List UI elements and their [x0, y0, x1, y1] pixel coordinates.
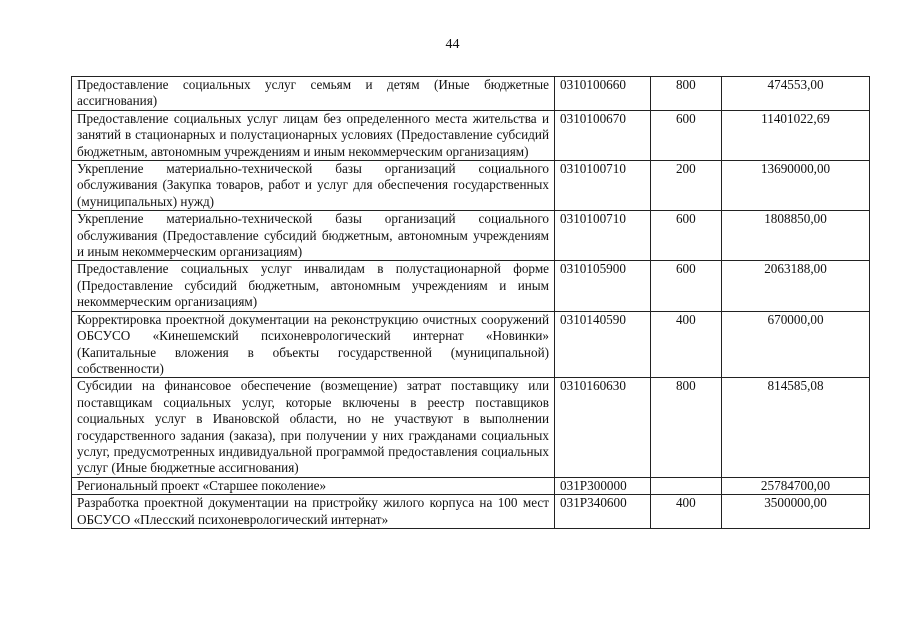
expense-type-cell: 400 [650, 495, 721, 529]
expense-name-cell: Предоставление социальных услуг инвалидам в полустационарной форме (Предоставление субсидий бюджетным, автономным учреждениям и иным некоммерческим организациям) [72, 261, 555, 311]
target-article-code-cell: 0310100670 [555, 110, 651, 160]
expense-name-cell: Корректировка проектной документации на реконструкцию очистных сооружений ОБСУСО «Кинешемский психоневрологический интернат «Новинки» (Капитальные вложения в объекты государственной (муниципальной) собственности) [72, 311, 555, 378]
target-article-code-cell: 0310160630 [555, 378, 651, 477]
table-row [72, 261, 870, 311]
amount-cell: 3500000,00 [722, 495, 870, 529]
expense-type-cell: 600 [650, 110, 721, 160]
table-row [72, 211, 870, 261]
budget-table [71, 76, 870, 529]
expense-type-cell: 200 [650, 161, 721, 211]
table-row [72, 477, 870, 494]
amount-cell: 25784700,00 [722, 477, 870, 494]
target-article-code-cell: 0310140590 [555, 311, 651, 378]
expense-name-cell: Предоставление социальных услуг семьям и детям (Иные бюджетные ассигнования) [72, 77, 555, 111]
target-article-code-cell: 0310100710 [555, 161, 651, 211]
amount-cell: 474553,00 [722, 77, 870, 111]
expense-name-cell: Предоставление социальных услуг лицам без определенного места жительства и занятий в стационарных и полустационарных условиях (Предоставление субсидий бюджетным, автономным учреждениям и иным некоммерческим организациям) [72, 110, 555, 160]
amount-cell: 814585,08 [722, 378, 870, 477]
expense-type-cell: 800 [650, 77, 721, 111]
amount-cell: 2063188,00 [722, 261, 870, 311]
target-article-code-cell: 0310100710 [555, 211, 651, 261]
target-article-code-cell: 031P300000 [555, 477, 651, 494]
target-article-code-cell: 0310105900 [555, 261, 651, 311]
target-article-code-cell: 0310100660 [555, 77, 651, 111]
expense-name-cell: Разработка проектной документации на пристройку жилого корпуса на 100 мест ОБСУСО «Плесский психоневрологический интернат» [72, 495, 555, 529]
expense-name-cell: Укрепление материально-технической базы организаций социального обслуживания (Закупка товаров, работ и услуг для обеспечения государственных (муниципальных) нужд) [72, 161, 555, 211]
expense-type-cell: 600 [650, 211, 721, 261]
target-article-code-cell: 031P340600 [555, 495, 651, 529]
table-row [72, 77, 870, 111]
expense-name-cell: Субсидии на финансовое обеспечение (возмещение) затрат поставщику или поставщикам социальных услуг, которые включены в реестр поставщиков социальных услуг в Ивановской области, но не участвуют в выполнении государственного задания (заказа), при получении у них гражданами социальных услуг, предусмотренных индивидуальной программой предоставления социальных услуг (Иные бюджетные ассигнования) [72, 378, 555, 477]
table-row [72, 495, 870, 529]
table-row [72, 311, 870, 378]
amount-cell: 11401022,69 [722, 110, 870, 160]
expense-name-cell: Региональный проект «Старшее поколение» [72, 477, 555, 494]
amount-cell: 13690000,00 [722, 161, 870, 211]
expense-type-cell: 800 [650, 378, 721, 477]
budget-table-body [72, 77, 870, 529]
expense-name-cell: Укрепление материально-технической базы организаций социального обслуживания (Предоставление субсидий бюджетным, автономным учреждениям и иным некоммерческим организациям) [72, 211, 555, 261]
page-number: 44 [445, 37, 460, 52]
expense-type-cell: 400 [650, 311, 721, 378]
amount-cell: 1808850,00 [722, 211, 870, 261]
expense-type-cell: 600 [650, 261, 721, 311]
table-row [72, 378, 870, 477]
amount-cell: 670000,00 [722, 311, 870, 378]
expense-type-cell [650, 477, 721, 494]
table-row [72, 161, 870, 211]
table-row [72, 110, 870, 160]
